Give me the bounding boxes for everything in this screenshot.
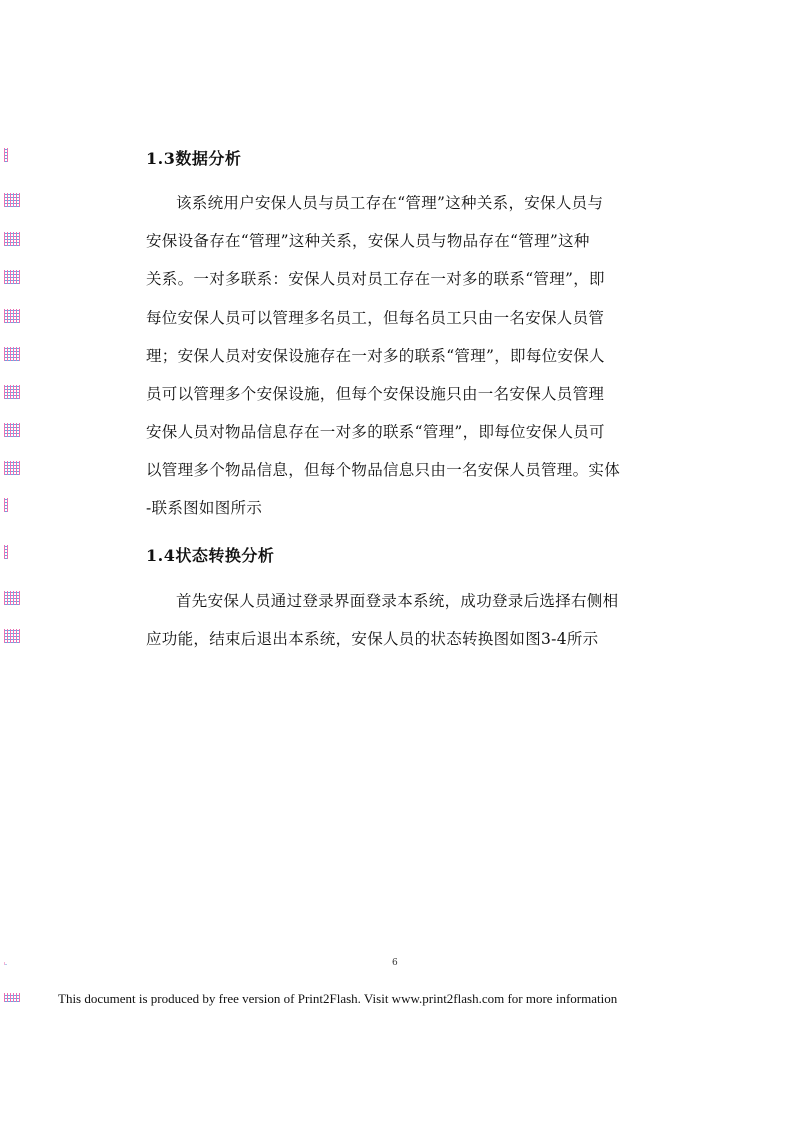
section-heading-data-analysis: 1.3数据分析 xyxy=(146,149,242,168)
margin-artifact xyxy=(4,591,20,605)
paragraph-line: 应功能，结束后退出本系统，安保人员的状态转换图如图3-4所示 xyxy=(146,630,599,648)
margin-artifact xyxy=(4,423,20,437)
paragraph-line: 理；安保人员对安保设施存在一对多的联系“管理”，即每位安保人 xyxy=(146,347,605,365)
paragraph-line: -联系图如图所示 xyxy=(146,499,263,517)
margin-artifact xyxy=(4,498,8,512)
margin-artifact xyxy=(4,461,20,475)
section-heading-state-transition: 1.4状态转换分析 xyxy=(146,546,275,565)
paragraph-line: 员可以管理多个安保设施，但每个安保设施只由一名安保人员管理 xyxy=(146,385,605,403)
paragraph-line: 以管理多个物品信息，但每个物品信息只由一名安保人员管理。实体 xyxy=(146,461,621,479)
page-number: 6 xyxy=(392,958,398,968)
margin-artifact xyxy=(4,993,20,1002)
margin-artifact xyxy=(4,347,20,361)
paragraph-line: 首先安保人员通过登录界面登录本系统，成功登录后选择右侧相 xyxy=(176,592,619,610)
paragraph-line: 关系。一对多联系：安保人员对员工存在一对多的联系“管理”，即 xyxy=(146,270,605,288)
margin-artifact xyxy=(4,232,20,246)
margin-artifact xyxy=(4,309,20,323)
paragraph-line: 该系统用户安保人员与员工存在“管理”这种关系，安保人员与 xyxy=(176,194,604,212)
margin-artifact xyxy=(4,629,20,643)
margin-artifact xyxy=(4,193,20,207)
paragraph-line: 安保人员对物品信息存在一对多的联系“管理”，即每位安保人员可 xyxy=(146,423,605,441)
margin-artifact xyxy=(4,545,8,559)
paragraph-line: 安保设备存在“管理”这种关系，安保人员与物品存在“管理”这种 xyxy=(146,232,590,250)
margin-artifact xyxy=(4,962,7,965)
print2flash-footer-notice: This document is produced by free version of Print2Flash. Visit www.print2flash.com for more information xyxy=(58,991,618,1006)
paragraph-line: 每位安保人员可以管理多名员工，但每名员工只由一名安保人员管 xyxy=(146,309,605,327)
margin-artifact xyxy=(4,148,8,162)
margin-artifact xyxy=(4,270,20,284)
margin-artifact xyxy=(4,385,20,399)
